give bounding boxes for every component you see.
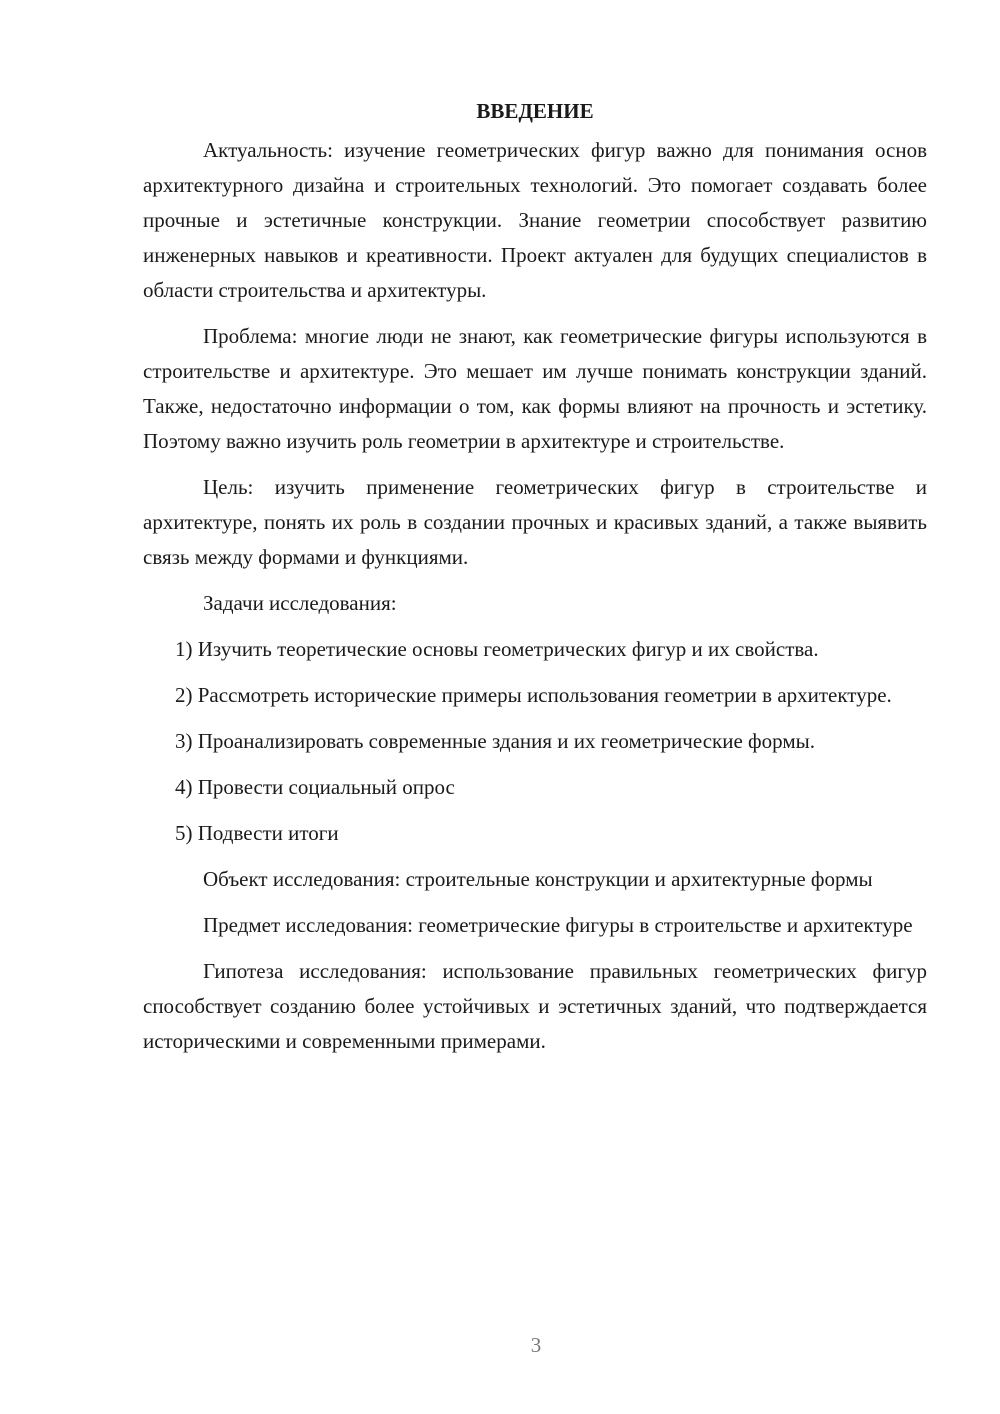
hypothesis-paragraph: Гипотеза исследования: использование правильных геометрических фигур способствует созданию более устойчивых и эстетичных зданий, что подтверждается историческими и современными примерами. [143,959,927,1053]
task-item-1: 1) Изучить теоретические основы геометрических фигур и их свойства. [175,637,819,661]
task-item-3: 3) Проанализировать современные здания и их геометрические формы. [175,729,815,753]
page-number: 3 [530,1333,542,1357]
section-heading: ВВЕДЕНИЕ [476,99,594,123]
goal-paragraph: Цель: изучить применение геометрических фигур в строительстве и архитектуре, понять их роль в создании прочных и красивых зданий, а также выявить связь между формами и функциями. [143,475,927,569]
relevance-paragraph: Актуальность: изучение геометрических фигур важно для понимания основ архитектурного дизайна и строительных технологий. Это помогает создавать более прочные и эстетичные конструкции. Знание геометрии способствует развитию инженерных навыков и креативности. Проект актуален для будущих специалистов в области строительства и архитектуры. [143,138,927,302]
object-paragraph: Объект исследования: строительные конструкции и архитектурные формы [203,867,873,891]
task-item-4: 4) Провести социальный опрос [175,775,455,799]
task-item-5: 5) Подвести итоги [175,821,339,845]
subject-paragraph: Предмет исследования: геометрические фигуры в строительстве и архитектуре [203,913,913,937]
page-content [143,94,927,1070]
tasks-title: Задачи исследования: [203,591,397,615]
task-item-2: 2) Рассмотреть исторические примеры использования геометрии в архитектуре. [175,683,892,707]
problem-paragraph: Проблема: многие люди не знают, как геометрические фигуры используются в строительстве и архитектуре. Это мешает им лучше понимать конструкции зданий. Также, недостаточно информации о том, как формы влияют на прочность и эстетику. Поэтому важно изучить роль геометрии в архитектуре и строительстве. [143,324,927,453]
